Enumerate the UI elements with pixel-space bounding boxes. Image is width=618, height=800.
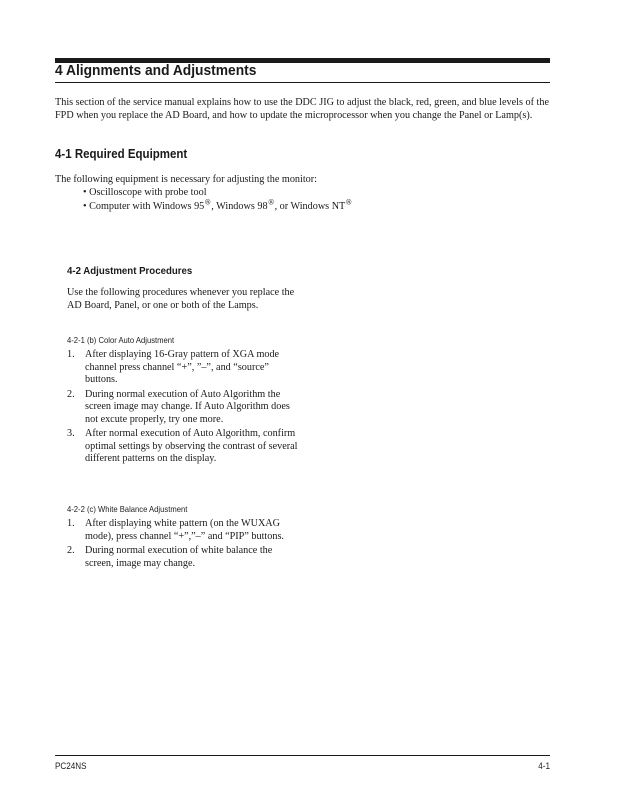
registered-mark-icon: ®	[204, 198, 212, 207]
subheading-color-auto-adjustment: 4-2-1 (b) Color Auto Adjustment	[67, 335, 175, 345]
equipment-list	[83, 186, 352, 214]
white-balance-steps	[67, 518, 303, 572]
list-item	[67, 389, 303, 427]
section-heading-required-equipment: 4-1 Required Equipment	[55, 147, 188, 161]
step-text: During normal execution of white balance the screen, image may change.	[85, 545, 273, 569]
footer-rule	[55, 755, 550, 756]
section-heading-adjustment-procedures: 4-2 Adjustment Procedures	[67, 265, 193, 277]
computer-item-text: , or Windows NT	[274, 201, 346, 212]
intro-paragraph: This section of the service manual explains how to use the DDC JIG to adjust the black, red, green, and blue levels of the FPD when you replace the AD Board, and how to update the microprocessor when you change the Panel or Lamp(s).	[55, 97, 549, 121]
list-item-oscilloscope: • Oscilloscope with probe tool	[83, 187, 207, 198]
step-text: During normal execution of Auto Algorithm the screen image may change. If Auto Algorithm does not excute properly, try one more.	[85, 388, 290, 425]
subheading-white-balance-adjustment: 4-2-2 (c) White Balance Adjustment	[67, 504, 188, 514]
step-number: 1.	[67, 518, 75, 529]
step-text: After displaying 16-Gray pattern of XGA mode channel press channel “+”, ”–”, and “source” buttons.	[85, 349, 280, 385]
list-item	[67, 545, 303, 570]
list-item	[67, 349, 303, 387]
step-number: 1.	[67, 349, 75, 360]
step-text: After normal execution of Auto Algorithm, confirm optimal settings by observing the contrast of several different patterns on the display.	[85, 428, 298, 464]
step-number: 3.	[67, 428, 75, 439]
chapter-title: 4 Alignments and Adjustments	[55, 62, 257, 79]
title-underline	[55, 82, 550, 83]
adjustment-procedures-lead: Use the following procedures whenever you replace the AD Board, Panel, or one or both of the Lamps.	[67, 287, 295, 311]
step-number: 2.	[67, 545, 75, 556]
registered-mark-icon: ®	[345, 198, 353, 207]
footer-page-number: 4-1	[538, 761, 550, 771]
step-text: After displaying white pattern (on the WUXAG mode), press channel “+”,”–” and “PIP” buttons.	[85, 518, 284, 542]
color-auto-steps	[67, 349, 303, 468]
step-number: 2.	[67, 388, 75, 400]
required-equipment-lead: The following equipment is necessary for adjusting the monitor:	[55, 174, 317, 185]
list-item	[67, 428, 303, 466]
list-item	[67, 518, 303, 543]
registered-mark-icon: ®	[267, 198, 275, 207]
manual-page	[55, 0, 550, 800]
computer-item-text: • Computer with Windows 95	[83, 201, 205, 212]
footer-model-name: PC24NS	[55, 761, 87, 771]
list-item-computer	[83, 200, 352, 214]
computer-item-text: , Windows 98	[211, 201, 268, 212]
